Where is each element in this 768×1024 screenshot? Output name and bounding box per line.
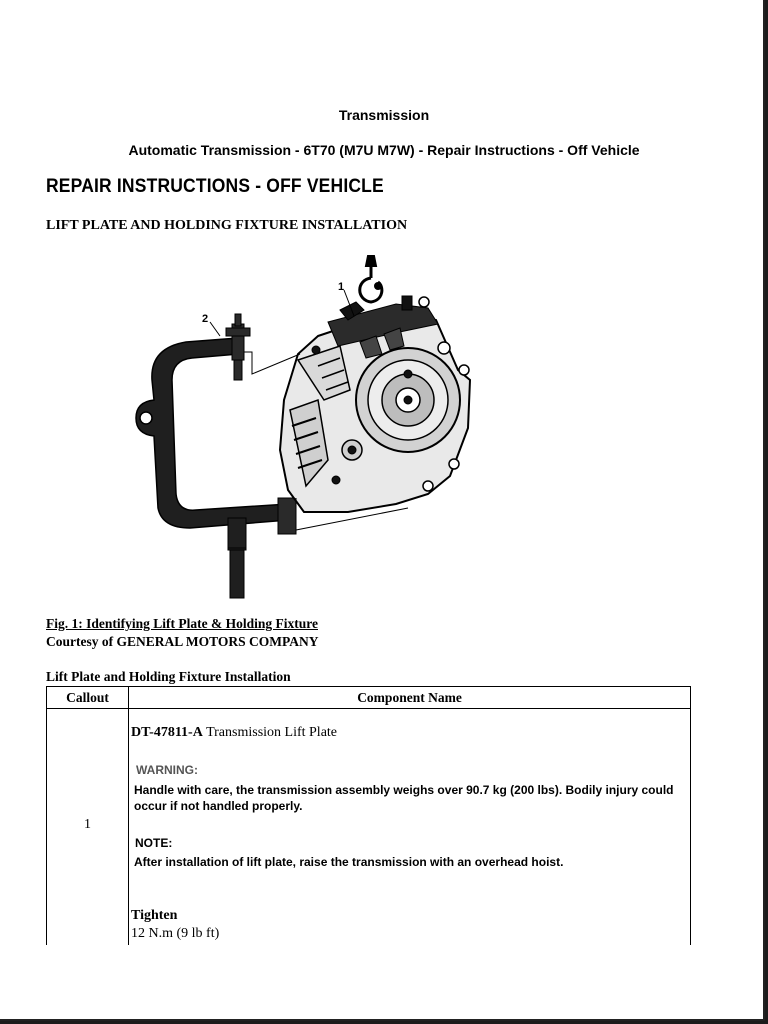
transmission-drawing	[280, 296, 470, 512]
table-caption: Lift Plate and Holding Fixture Installation	[46, 669, 291, 684]
subsection-heading: LIFT PLATE AND HOLDING FIXTURE INSTALLATION	[46, 218, 408, 233]
warning-label: WARNING:	[136, 763, 198, 777]
document-title: Transmission	[338, 107, 430, 123]
callout-1-label: 1	[338, 281, 345, 293]
note-text: After installation of lift plate, raise the transmission with an overhead hoist.	[134, 855, 564, 869]
section-heading: REPAIR INSTRUCTIONS - OFF VEHICLE	[46, 176, 384, 197]
note-label: NOTE:	[135, 836, 173, 850]
tool-description	[131, 725, 337, 741]
table-header-component-name: Component Name	[129, 687, 690, 709]
tool-name: Transmission Lift Plate	[206, 725, 338, 740]
transmission-lift-plate-figure	[128, 250, 488, 605]
document-subtitle: Automatic Transmission - 6T70 (M7U M7W) - Repair Instructions - Off Vehicle	[128, 142, 640, 158]
tighten-label: Tighten	[131, 908, 178, 923]
table-header-callout: Callout	[47, 687, 129, 709]
warning-text: Handle with care, the transmission assembly weighs over 90.7 kg (200 lbs). Bodily injury could occur if not handled properly.	[134, 783, 674, 813]
tool-number: DT-47811-A	[131, 725, 203, 740]
row-callout-number: 1	[84, 817, 91, 832]
figure-courtesy: Courtesy of GENERAL MOTORS COMPANY	[46, 634, 319, 649]
callout-2-label: 2	[202, 313, 209, 325]
column-divider	[128, 709, 129, 945]
installation-table	[46, 686, 691, 945]
torque-spec: 12 N.m (9 lb ft)	[131, 926, 220, 941]
figure-caption: Fig. 1: Identifying Lift Plate & Holding Fixture	[46, 616, 318, 631]
holding-fixture-drawing	[136, 314, 296, 598]
hoist-hook-drawing	[360, 256, 382, 302]
